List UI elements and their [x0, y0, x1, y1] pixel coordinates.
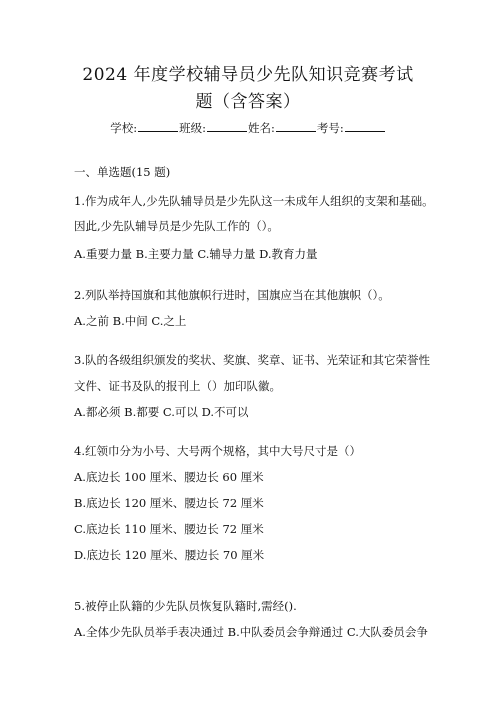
- question-5-stem: 5.被停止队籍的少先队员恢复队籍时,需经().: [74, 599, 297, 613]
- name-blank: [276, 120, 316, 132]
- class-label: 班级:: [179, 121, 206, 135]
- section-heading: 一、单选题(15 题): [74, 165, 171, 179]
- question-5-options: A.全体少先队员举手表决通过 B.中队委员会争辩通过 C.大队委员会争: [74, 625, 428, 639]
- question-4-stem: 4.红领巾分为小号、大号两个规格，其中大号尺寸是（）: [74, 444, 361, 458]
- question-2-options: A.之前 B.中间 C.之上: [74, 314, 187, 328]
- question-2-stem: 2.列队举持国旗和其他旗帜行进时，国旗应当在其他旗帜（）。: [74, 288, 390, 302]
- school-label: 学校:: [110, 121, 138, 135]
- student-info-line: [0, 120, 496, 136]
- exam-number-label: 考号:: [316, 121, 344, 135]
- question-1-stem-line-1: 1.作为成年人,少先队辅导员是少先队这一未成年人组织的支架和基础。: [74, 194, 434, 208]
- question-4-option-b: B.底边长 120 厘米、腰边长 72 厘米: [74, 496, 264, 510]
- question-1-options: A.重要力量 B.主要力量 C.辅导力量 D.教育力量: [74, 247, 318, 261]
- document-title: [60, 62, 436, 116]
- title-line-1: 2024 年度学校辅导员少先队知识竞赛考试: [82, 65, 414, 85]
- question-4-option-a: A.底边长 100 厘米、腰边长 60 厘米: [74, 470, 264, 484]
- question-4-option-c: C.底边长 110 厘米、腰边长 72 厘米: [74, 522, 264, 536]
- question-3-stem-line-1: 3.队的各级组织颁发的奖状、奖旗、奖章、证书、光荣证和其它荣誉性: [74, 353, 430, 367]
- question-4-option-d: D.底边长 120 厘米、腰边长 70 厘米: [74, 548, 265, 562]
- school-blank: [138, 120, 178, 132]
- question-3-options: A.都必须 B.都要 C.可以 D.不可以: [74, 405, 249, 419]
- title-line-2: 题（含答案）: [195, 92, 301, 112]
- exam-number-blank: [345, 120, 385, 132]
- name-label: 姓名:: [248, 121, 275, 135]
- question-1-stem-line-2: 因此,少先队辅导员是少先队工作的（）。: [74, 219, 279, 233]
- class-blank: [207, 120, 247, 132]
- question-3-stem-line-2: 文件、证书及队的报刊上（）加印队徽。: [74, 379, 281, 393]
